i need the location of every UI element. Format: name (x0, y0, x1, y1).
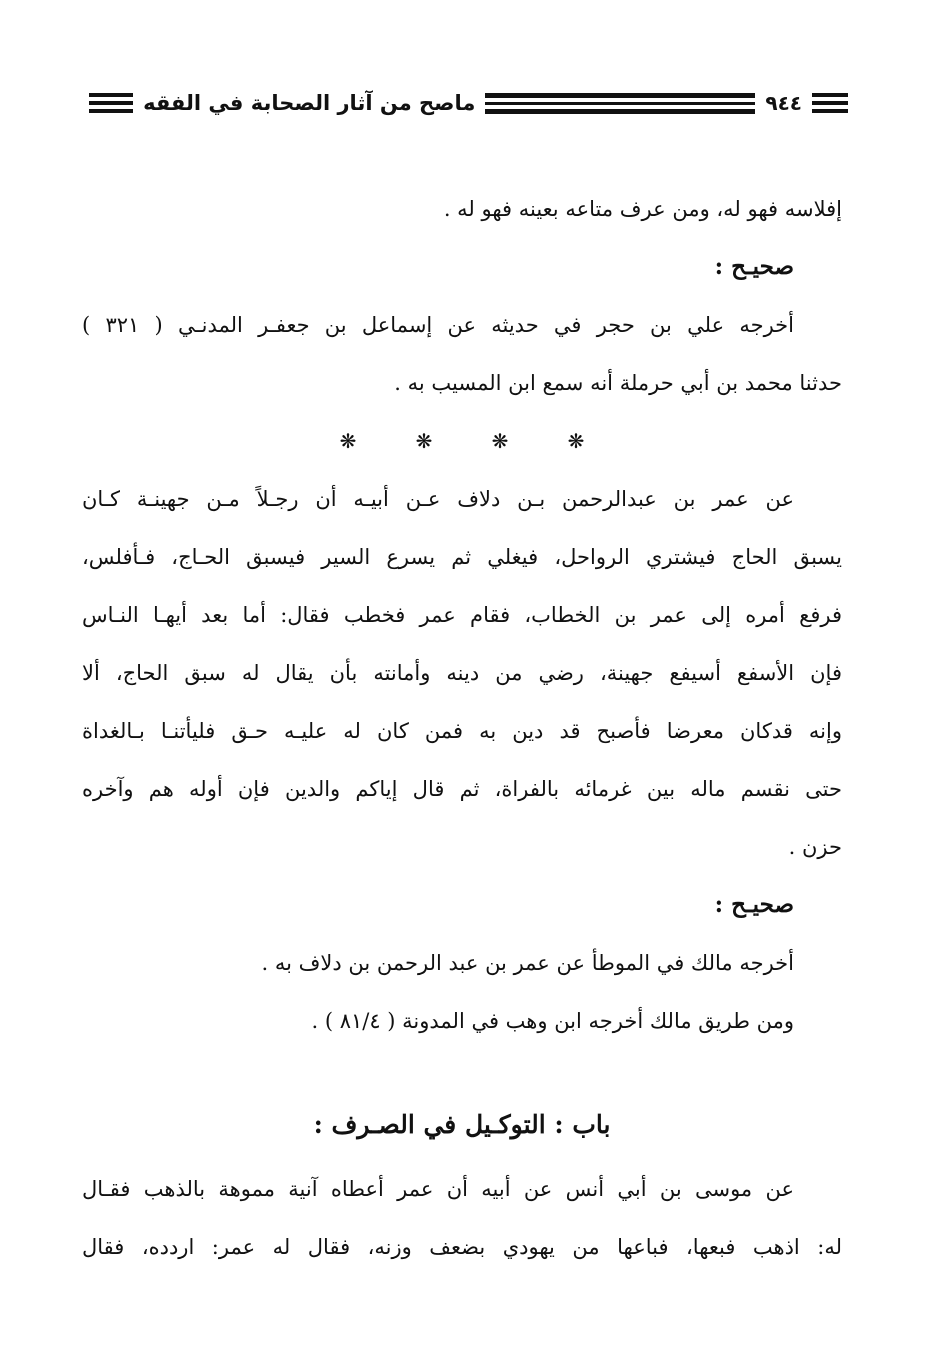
grading-heading: صحيـح : (714, 891, 794, 918)
grading-heading: صحيـح : (714, 253, 794, 280)
running-header (78, 86, 848, 120)
text-line: إفلاسه فهو له، ومن عرف متاعه بعينه فهو له . (443, 197, 842, 221)
text-line: حتى نقسم ماله بين غرمائه بالفراة، ثم قال إياكم والدين فإن أوله هم وآخره (82, 777, 842, 801)
section-separator-stars (82, 412, 842, 470)
page-number: ٩٤٤ (765, 91, 802, 115)
text-line: أخرجه مالك في الموطأ عن عمر بن عبد الرحمن بن دلاف به . (261, 951, 794, 975)
text-line: فإن الأسفع أسيفع جهينة، رضي من دينه وأمانته بأن يقال له سبق الحاج، ألا (82, 661, 842, 685)
text-line: ومن طريق مالك أخرجه ابن وهب في المدونة ( ٨١/٤ ) . (311, 1009, 794, 1033)
text-line: حزن . (788, 835, 842, 859)
text-line: وإنه قدكان معرضا فأصبح قد دين به فمن كان له عليـه حـق فليأتنـا بـالغداة (82, 719, 842, 743)
header-rule-right (812, 91, 848, 115)
header-rule-left (89, 91, 133, 115)
text-line: أخرجه علي بن حجر في حديثه عن إسماعل بن جعفـر المدنـي ( ٣٢١ ) (82, 313, 794, 337)
text-line: عن موسى بن أبي أنس عن أبيه أن عمر أعطاه آنية مموهة بالذهب فقـال (82, 1177, 794, 1201)
text-line: يسبق الحاج فيشتري الرواحل، فيغلي ثم يسرع السير فيسبق الحـاج، فـأفلس، (82, 545, 842, 569)
text-line: حدثنا محمد بن أبي حرملة أنه سمع ابن المسيب به . (394, 371, 842, 395)
text-line: فرفع أمره إلى عمر بن الخطاب، فقام عمر فخطب فقال: أما بعد أيهـا النـاس (82, 603, 842, 627)
header-rule-middle (485, 91, 755, 115)
text-line: له: اذهب فبعها، فباعها من يهودي بضعف وزنه، فقال له عمر: اردده، فقال (82, 1235, 842, 1259)
main-text (82, 180, 842, 1276)
star-ornament-icon: ❋ (567, 429, 585, 453)
star-ornament-icon: ❋ (339, 429, 357, 453)
running-title: ماصح من آثار الصحابة في الفقه (143, 91, 476, 115)
chapter-heading: باب : التوكـيل في الصـرف : (313, 1110, 611, 1139)
text-line: عن عمر بن عبدالرحمن بـن دلاف عـن أبيـه أن رجـلاً مـن جهينـة كـان (82, 487, 794, 511)
star-ornament-icon: ❋ (415, 429, 433, 453)
star-ornament-icon: ❋ (491, 429, 509, 453)
